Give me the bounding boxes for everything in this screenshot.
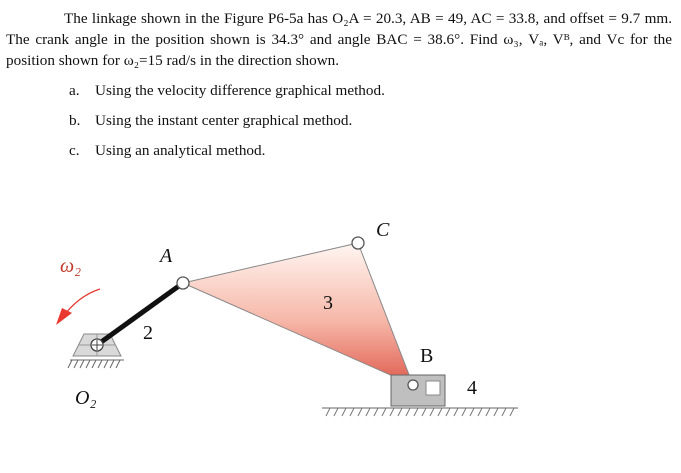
- part-a-letter: a.: [69, 82, 80, 99]
- pin-b: [408, 380, 418, 390]
- part-b-letter: b.: [69, 112, 81, 129]
- part-c-letter: c.: [69, 142, 80, 159]
- statement-line-2: = 9.7 mm. The crank angle in the position shown is 34.3° and angle BAC = 38.6°. Find: [6, 10, 672, 48]
- part-c-text: Using an analytical method.: [95, 142, 266, 159]
- crank-link-2: [97, 283, 183, 345]
- statement-line-1: The linkage shown in the Figure P6-5a has O₂A = 20.3, AB = 49, AC = 33.8, and offset: [64, 10, 605, 27]
- label-b: B: [420, 345, 434, 367]
- pin-c: [352, 237, 364, 249]
- label-link-2: 2: [143, 322, 153, 344]
- pin-a: [177, 277, 189, 289]
- label-o2: O₂: [75, 387, 97, 409]
- omega2-label: ω₂: [60, 255, 82, 277]
- label-link-4: 4: [467, 377, 477, 399]
- slider-ground: [322, 408, 518, 416]
- part-b-text: Using the instant center graphical method.: [95, 112, 353, 129]
- part-a-text: Using the velocity difference graphical method.: [95, 82, 385, 99]
- label-link-3: 3: [323, 292, 333, 314]
- label-c: C: [376, 219, 390, 241]
- coupler-triangle-link-3: [183, 243, 413, 385]
- rotation-arrowhead-icon: [56, 308, 72, 325]
- statement-line-3: ω₃, Vₐ, Vᴮ, and Vc for the position shown for ω₂=15 rad/s in the direction shown.: [6, 31, 672, 69]
- label-a: A: [160, 245, 173, 267]
